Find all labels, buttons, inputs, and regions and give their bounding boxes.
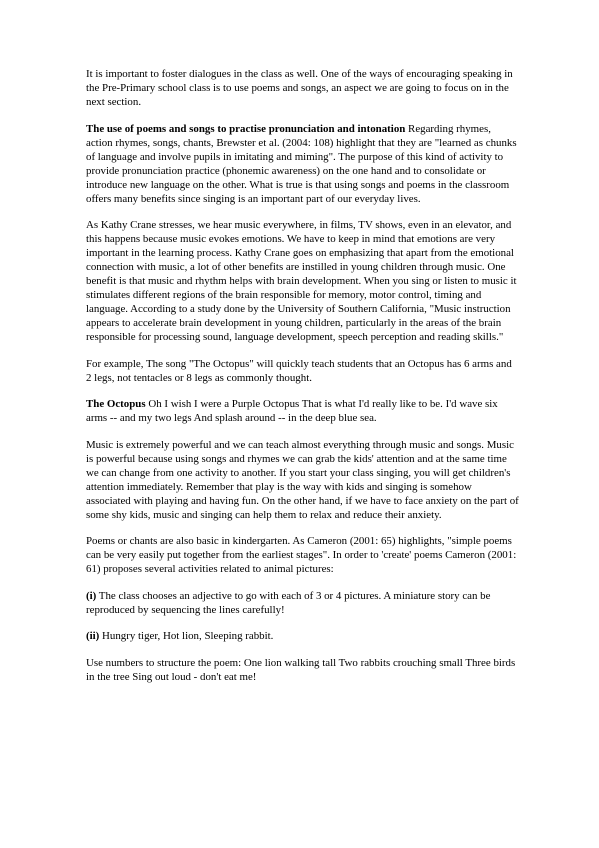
poems-songs-paragraph [86,122,519,206]
activity-i-paragraph [86,589,519,617]
octopus-song-lyrics: Oh I wish I were a Purple Octopus That is what I'd really like to be. I'd wave six arms -- and my two legs And splash around -- in the deep blue sea. [86,398,498,424]
octopus-example-paragraph: For example, The song "The Octopus" will quickly teach students that an Octopus has 6 arms and 2 legs, not tentacles or 8 legs as commonly thought. [86,357,512,384]
section-heading-poems-songs: The use of poems and songs to practise pronunciation and intonation [86,122,406,135]
intro-paragraph: It is important to foster dialogues in the class as well. One of the ways of encouraging speaking in the Pre-Primary school class is to use poems and songs, an aspect we are going to focus on in the next section. [86,68,513,108]
activity-i-marker: (i) [86,589,97,602]
music-powerful-paragraph: Music is extremely powerful and we can teach almost everything through music and songs. Music is powerful because using songs and rhymes we can grab the kids' attention and at the same time we can change from one activity to another. If you start your class singing, you will get children's attention immediately. Remember that play is the way with kids and singing is somehow associated with playing and having fun. On the other hand, if we have to face anxiety on the part of some shy kids, music and singing can help them to relax and reduce their anxiety. [86,438,519,521]
octopus-song-title: The Octopus [86,398,146,410]
kathy-crane-paragraph: As Kathy Crane stresses, we hear music everywhere, in films, TV shows, even in an elevator, and this happens because music evokes emotions. We have to keep in mind that emotions are very important in the learning process. Kathy Crane goes on emphasizing that apart from the emotional connection with music, a lot of other benefits are instilled in young children through music. One benefit is that music and rhythm helps with brain development. When you sing or listen to music it stimulates different regions of the brain responsible for memory, motor control, timing and language. According to a study done by the University of Southern California, "Music instruction appears to accelerate brain development in young children, particularly in the areas of the brain responsible for processing sound, language development, speech perception and reading skills." [86,219,517,343]
numbers-poem-paragraph: Use numbers to structure the poem: One lion walking tall Two rabbits crouching small Three birds in the tree Sing out loud - don't eat me! [86,656,516,683]
octopus-song-paragraph [86,397,519,425]
activity-i-body: The class chooses an adjective to go with each of 3 or 4 pictures. A miniature story can be reproduced by sequencing the lines carefully! [86,589,491,616]
activity-ii-paragraph [86,629,519,643]
activity-ii-marker: (ii) [86,630,100,642]
poems-chants-paragraph: Poems or chants are also basic in kindergarten. As Cameron (2001: 65) highlights, "simple poems can be very easily put together from the earliest stages". In order to 'create' poems Cameron (2001: 61) proposes several activities related to animal pictures: [86,535,517,575]
activity-ii-body: Hungry tiger, Hot lion, Sleeping rabbit. [99,630,274,642]
poems-songs-body: Regarding rhymes, action rhymes, songs, chants, Brewster et al. (2004: 108) highlight that they are "learned as chunks of language and involve pupils in imitating and miming". The purpose of this kind of activity to provide pronunciation practice (phonemic awareness) on the one hand and to consolidate or introduce new language on the other. What is true is that using songs and poems in the classroom offers many benefits since singing is an important part of our everyday lives. [86,122,517,205]
